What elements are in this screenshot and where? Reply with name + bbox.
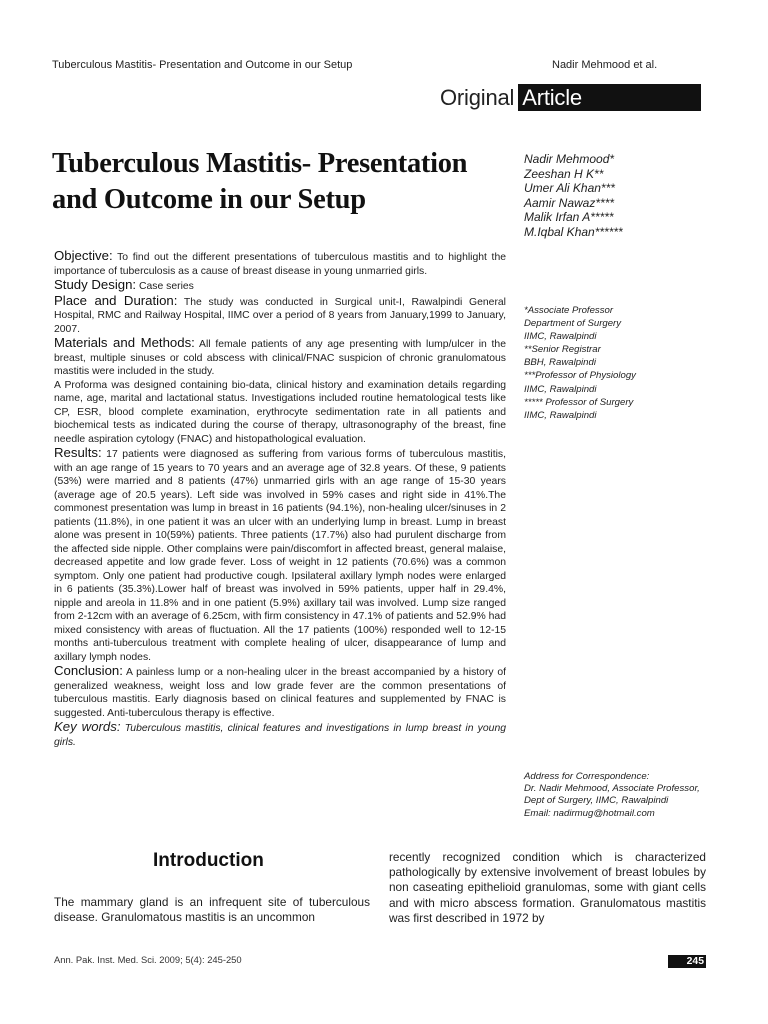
running-head-authors: Nadir Mehmood et al. [552,59,658,71]
abstract-methods [54,336,506,379]
affiliation-line: *Associate Professor [524,305,614,316]
abstract-methods-continued: A Proforma was designed containing bio-data, clinical history and examination details regarding name, age, marital and lactational status. Investigations included routine hematological tests like CP, ESR, blood complete examination, erythrocyte sedimentation rate in all patients and biochemical tests as indicated during the course of therapy, ultrasonography of the breast, fine needle aspiration cytology (FNAC) and histopathological evaluation. [54,379,506,445]
abstract-methods-text: All female patients of any age presenting with lump/ulcer in the breast, multiple sinuses or cold abscess with clinical/FNAC suspicion of chronic granulomatous mastitis were included in the study. [54,339,506,377]
abstract-design-heading: Study Design: [54,277,137,292]
author-list [524,152,724,240]
article-type-article: Article [518,84,701,111]
abstract-place-heading: Place and Duration: [54,292,178,308]
body-column-right [389,850,706,926]
affiliation-line: IIMC, Rawalpindi [524,331,597,343]
author-name: Aamir Nawaz**** [524,195,615,210]
introduction-paragraph-continued: recently recognized condition which is characterized pathologically by extensive involvement of breast lobules by non caseating epithelioid granulomas, some with giant cells and with micro abscess formation. Granulomatous mastitis was first described in 1972 by [389,850,706,925]
abstract [54,249,506,749]
abstract-conclusion-text: A painless lump or a non-healing ulcer in the breast accompanied by a history of generalized weakness, weight loss and low grade fever are the common presentations of tuberculous mastitis. Early diagnosis based on clinical features and supplemented by FNAC is suggested. Anti-tuberculous therapy is effective. [54,667,506,719]
abstract-objective-text: To find out the different presentations of tuberculous mastitis and to highlight the importance of tuberculosis as a cause of breast disease in young unmarried girls. [54,252,506,277]
affiliation-line: ***** Professor of Surgery [524,396,634,408]
footer-citation: Ann. Pak. Inst. Med. Sci. 2009; 5(4): 245-250 [54,954,242,965]
affiliation-line: **Senior Registrar [524,344,601,356]
correspondence-line: Dept of Surgery, IIMC, Rawalpindi [524,795,669,807]
correspondence-block [524,771,724,820]
affiliation-line: Department of Surgery [524,318,622,330]
affiliation-line: ***Professor of Physiology [524,370,636,382]
abstract-results-text: 17 patients were diagnosed as suffering from various forms of tuberculous mastitis, with an age range of 15 years to 70 years and an average age of 32.8 years. Of these, 9 patients (53%) were married and 8 patients (47%) unmarried girls with an age range of 15-30 years (average age of 20.5 years). Left side was involved in 59% cases and right side in 41%.The commonest presentation was lump in breast in 16 patients (94.1%), non-healing ulcer/sinuses in 2 patients (11.8%), in one patient it was an ulcer with an underlying lump in breast. Lump in breast alone was present in 10(59%) patients. Three patients (17.7%) also had purulent discharge from the affected side nipple. Other complains were pain/discomfort in affected breast, general malaise, decreased appetite and low grade fever. Loss of weight in 12 patients (70.6%) was a common symptom. Only one patient had productive cough. Ipsilateral axillary lymph nodes were enlarged in 6 patients (35.3%).Lower half of breast was involved in 59% patients, upper half in 29.4%, nipple and areola in 11.8% and in one patient (5.9%) axillary tail was involved. Lump size ranged from 2-12cm with an average of 6.25cm, with firm consistency in 47.1% of patients and 52.9% had mixed consistency with areas of fluctuation. All the 17 patients (100%) responded well to 12-15 months anti-tuberculous treatment with complete healing of ulcer, disappearance of lump and axillary lymph nodes. [54,449,506,663]
author-name: Malik Irfan A***** [524,210,614,225]
abstract-keywords-heading: Key words: [54,719,121,734]
abstract-place [54,294,506,337]
abstract-place-text: The study was conducted in Surgical unit-I, Rawalpindi General Hospital, RMC and Railway Hospital, IIMC over a period of 8 years from January,1999 to January, 2007. [54,296,506,335]
article-type-banner [440,84,701,111]
body-column-left [54,895,370,925]
running-head-title: Tuberculous Mastitis- Presentation and Outcome in our Setup [52,59,353,71]
author-name: M.Iqbal Khan****** [524,224,623,239]
abstract-design [54,278,506,294]
affiliation-line: BBH, Rawalpindi [524,357,596,369]
introduction-heading: Introduction [153,850,264,871]
abstract-methods-heading: Materials and Methods: [54,335,195,350]
correspondence-heading: Address for Correspondence: [524,771,650,782]
affiliation-line: IIMC, Rawalpindi [524,409,597,421]
abstract-objective-heading: Objective: [54,248,113,263]
page-number: 245 [668,955,706,968]
correspondence-line: Dr. Nadir Mehmood, Associate Professor, [524,783,700,795]
introduction-paragraph: The mammary gland is an infrequent site of tuberculous disease. Granulomatous mastitis is an uncommon [54,895,370,924]
article-title: Tuberculous Mastitis- Presentation and Outcome in our Setup [52,148,468,215]
author-name: Nadir Mehmood* [524,152,615,166]
abstract-conclusion-heading: Conclusion: [54,663,123,678]
abstract-results [54,446,506,664]
abstract-conclusion [54,664,506,720]
affiliation-line: IIMC, Rawalpindi [524,383,597,395]
article-type-original: Original [440,84,515,110]
abstract-objective [54,249,506,278]
abstract-results-heading: Results: [54,445,102,460]
affiliation-list [524,304,724,422]
abstract-keywords-text: Tuberculous mastitis, clinical features and investigations in lump breast in young girls. [54,723,506,748]
correspondence-email: Email: nadirmug@hotmail.com [524,807,655,819]
abstract-keywords [54,720,506,749]
abstract-design-text: Case series [136,281,194,292]
author-name: Zeeshan H K** [524,166,604,181]
author-name: Umer Ali Khan*** [524,181,615,196]
